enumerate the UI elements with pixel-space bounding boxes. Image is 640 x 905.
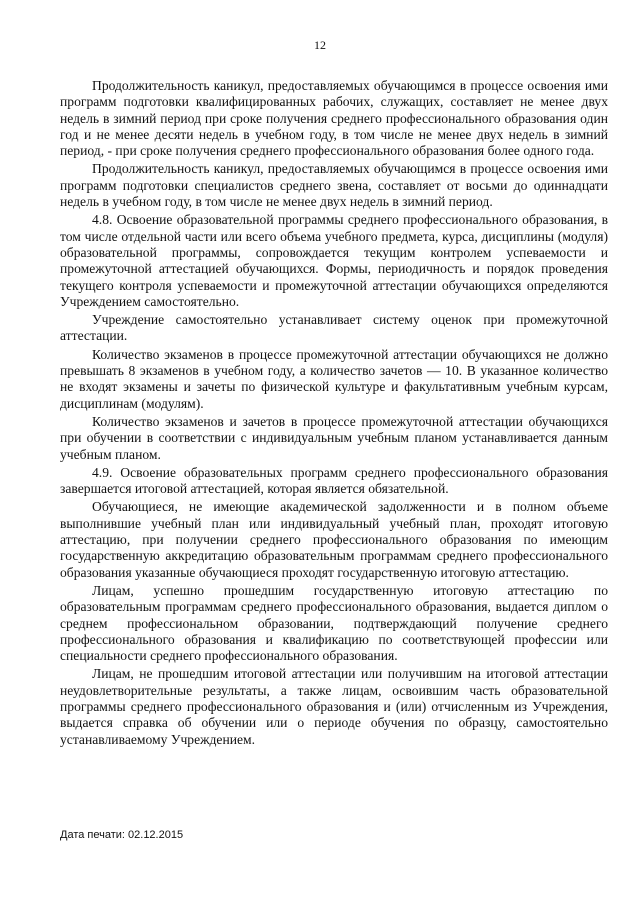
paragraph-certificate: Лицам, не прошедшим итоговой аттестации или получившим на итоговой аттестации неудовлетворительные результаты, а также лицам, освоившим часть образовательной программы среднего профессионального образования и (или) отчисленным из Учреждения, выдается справка об обучении или о периоде обучения по образцу, самостоятельно устанавливаемому Учреждением. bbox=[60, 666, 608, 747]
paragraph-vacation-specialists: Продолжительность каникул, предоставляемых обучающимся в процессе освоения ими программ подготовки специалистов среднего звена, составляет от восьми до одиннадцати недель в учебном году, в том числе не менее двух недель в зимний период. bbox=[60, 161, 608, 210]
paragraph-exam-count: Количество экзаменов в процессе промежуточной аттестации обучающихся не должно превышать 8 экзаменов в учебном году, а количество зачетов — 10. В указанное количество не входят экзамены и зачеты по физической культуре и факультативным учебным курсам, дисциплинам (модулям). bbox=[60, 346, 608, 411]
page-number: 12 bbox=[314, 38, 326, 52]
paragraph-individual-plan: Количество экзаменов и зачетов в процессе промежуточной аттестации обучающихся при обучении в соответствии с индивидуальным учебным планом устанавливается данным учебным планом. bbox=[60, 413, 608, 462]
paragraph-section-4-8: 4.8. Освоение образовательной программы среднего профессионального образования, в том числе отдельной части или всего объема учебного предмета, курса, дисциплины (модуля) образовательной программы, сопровождается текущим контролем успеваемости и промежуточной аттестацией обучающихся. Формы, периодичность и порядок проведения текущего контроля успеваемости и промежуточной аттестации обучающихся определяются Учреждением самостоятельно. bbox=[60, 212, 608, 309]
paragraph-vacation-workers: Продолжительность каникул, предоставляемых обучающимся в процессе освоения ими программ подготовки квалифицированных рабочих, служащих, составляет не менее двух недель в зимний период при сроке получения среднего профессионального образования один год и не менее десяти недель в учебном году, в том числе не менее двух недель в зимний период, - при сроке получения среднего профессионального образования более одного года. bbox=[60, 78, 608, 159]
paragraph-diploma: Лицам, успешно прошедшим государственную итоговую аттестацию по образовательным программам среднего профессионального образования, выдается диплом о среднем профессиональном образовании, подтверждающий получение среднего профессионального образования и квалификацию по соответствующей профессии или специальности среднего профессионального образования. bbox=[60, 582, 608, 664]
paragraph-grading-system: Учреждение самостоятельно устанавливает систему оценок при промежуточной аттестации. bbox=[60, 312, 608, 344]
print-date: Дата печати: 02.12.2015 bbox=[60, 829, 184, 841]
paragraph-final-attestation: Обучающиеся, не имеющие академической задолженности и в полном объеме выполнившие учебный план или индивидуальный учебный план, проходят итоговую аттестацию, при получении среднего профессионального образования по имеющим государственную аккредитацию образовательным программам среднего профессионального образования указанные обучающиеся проходят государственную итоговую аттестацию. bbox=[60, 499, 608, 580]
document-body bbox=[60, 78, 608, 750]
paragraph-section-4-9: 4.9. Освоение образовательных программ среднего профессионального образования завершается итоговой аттестацией, которая является обязательной. bbox=[60, 464, 608, 497]
